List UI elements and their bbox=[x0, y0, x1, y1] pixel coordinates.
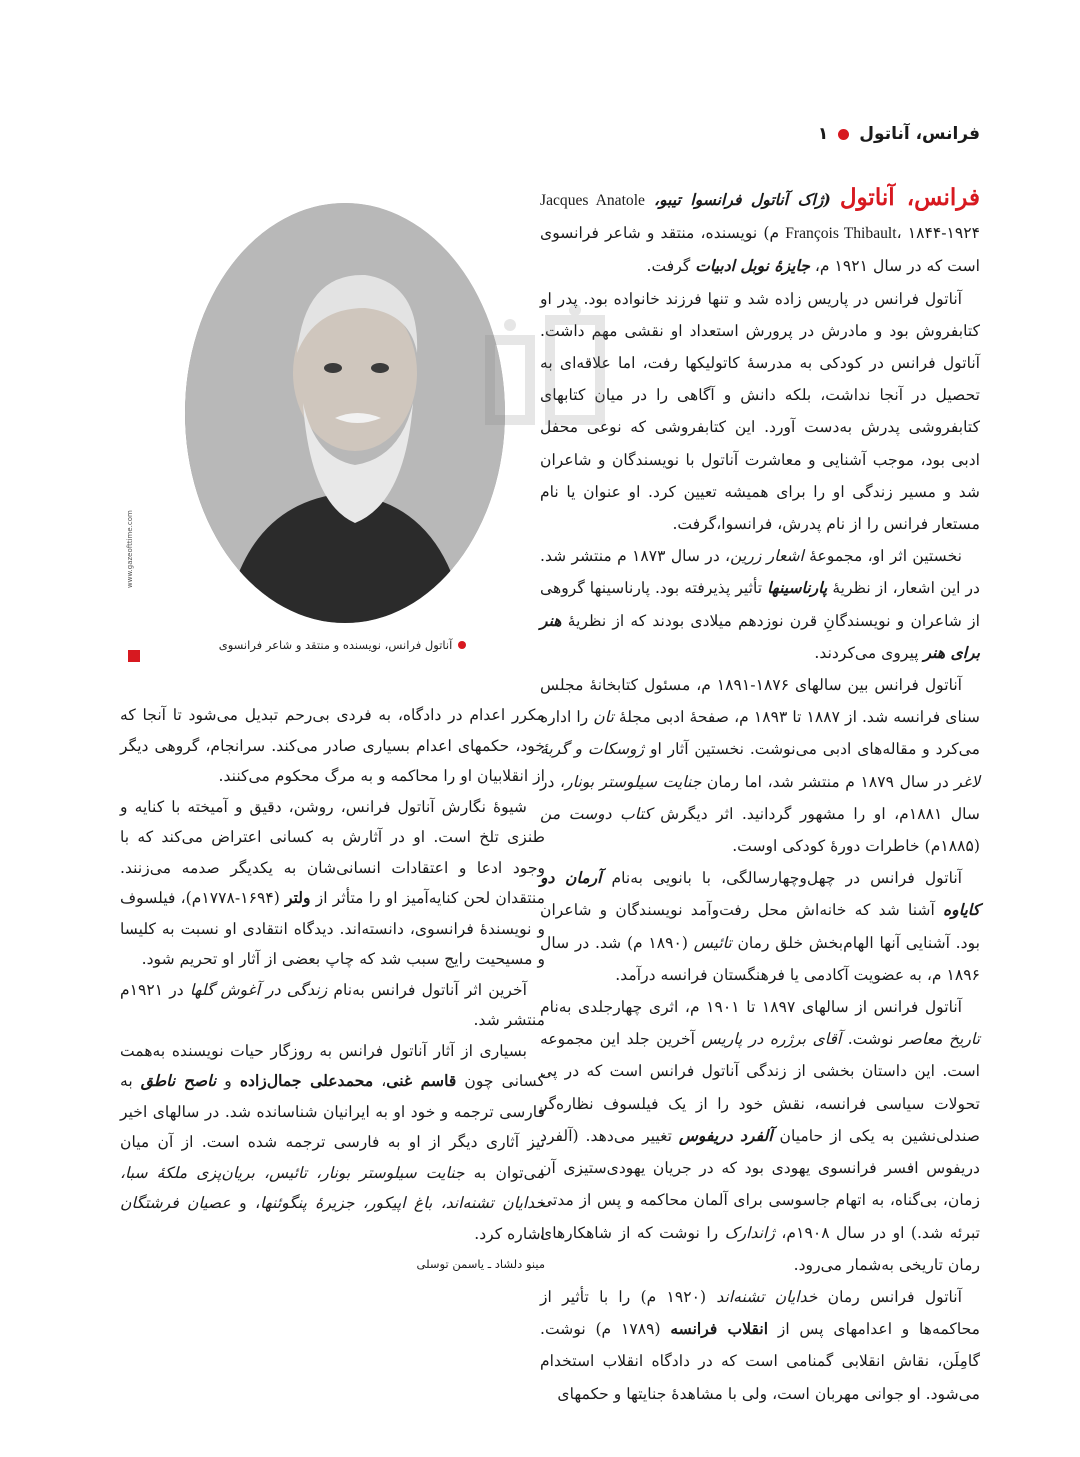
work-title: ژوسکات و گربهٔ لاغر bbox=[540, 740, 981, 791]
running-head-title: فرانس، آناتول bbox=[859, 124, 980, 144]
entry-column-left bbox=[120, 700, 545, 1280]
text-span: (۱۹۲۰ م) را با تأثیر از محاکمه‌ها و اعدامهای پس از bbox=[540, 1287, 980, 1339]
work-title: ژاندارک bbox=[724, 1223, 775, 1242]
paragraph-first-work bbox=[540, 540, 980, 669]
work-title: زندگی در آغوش گلها bbox=[189, 980, 328, 999]
text-span: آناتول فرانس از سالهای ۱۸۹۷ تا ۱۹۰۱ م، اثری چهارجلدی به‌نام bbox=[540, 998, 962, 1017]
text-span: پیروی می‌کردند. bbox=[814, 643, 919, 662]
work-title: عصیان فرشتگان bbox=[120, 1194, 231, 1212]
text-span: در ۱۹۲۱م منتشر شد. bbox=[120, 980, 545, 1029]
translated-works: جنایت سیلوستر بونار، تائیس، بریان‌پزی ملکهٔ سبا، خدایان تشنه‌اند، باغ اپیکور، جزیرهٔ پنگوئنها bbox=[120, 1163, 545, 1212]
paragraph-caillavet bbox=[540, 862, 980, 991]
latin-name-a: Jacques Anatole bbox=[540, 192, 645, 209]
running-head bbox=[818, 124, 980, 144]
work-title: خدایان تشنه‌اند bbox=[716, 1287, 818, 1306]
credit-logo-icon bbox=[128, 650, 140, 662]
translator-name: محمدعلی جمال‌زاده bbox=[239, 1071, 374, 1090]
translator-name: ناصح ناطق bbox=[140, 1071, 217, 1090]
portrait-illustration bbox=[185, 203, 505, 623]
portrait-figure bbox=[185, 203, 505, 623]
text-span: (۱۶۹۴-۱۷۷۸م)، فیلسوف و نویسندهٔ فرانسوی، دانسته‌اند. دیدگاه انتقادی او نسبت به کلیسا و مسیحیت رایج سبب شد که چاپ بعضی از آثار او تحریم شود. bbox=[120, 889, 545, 968]
term-art-for-art: هنر برای هنر bbox=[540, 610, 980, 662]
person-name: آلفرد دریفوس bbox=[678, 1125, 773, 1145]
text-span: ، و bbox=[239, 1194, 261, 1212]
entry-lead bbox=[540, 182, 980, 283]
text-span: و bbox=[224, 1072, 232, 1090]
paragraph-style bbox=[120, 792, 545, 975]
lead-end: گرفت. bbox=[646, 257, 691, 276]
text-span: نخستین اثر او، مجموعهٔ bbox=[809, 547, 962, 566]
person-name: آرمان دو کایاوه bbox=[540, 868, 980, 920]
work-title: تاریخ معاصر bbox=[900, 1030, 981, 1049]
entry-headword: فرانس، آناتول bbox=[839, 184, 980, 211]
page-number: ۱ bbox=[817, 124, 829, 144]
caption-dot-icon bbox=[458, 641, 466, 649]
text-span: شیوهٔ نگارش آناتول فرانس، روشن، دقیق و آمیخته با کنایه و طنزی تلخ است. او در آثارش به کسانی اعتراض می‌کند که با وجود ادعا و اعتقادات انسانی‌شان به یکدیگر صدمه می‌زنند. منتقدان لحن کنایه‌آمیز او را متأثر از bbox=[120, 797, 545, 907]
paragraph-gods-thirst bbox=[540, 1281, 980, 1410]
work-title: جنایت سیلوستر بونار bbox=[565, 772, 702, 791]
entry-column-right bbox=[540, 182, 980, 1410]
paragraph-last-work bbox=[120, 975, 545, 1036]
text-span: اشاره کرد. bbox=[474, 1224, 545, 1243]
photo-credit: www.gazeofttime.com bbox=[126, 510, 134, 588]
term-revolution: انقلاب فرانسه bbox=[670, 1319, 769, 1339]
latin-name-b: François Thibault bbox=[785, 225, 897, 243]
paragraph-gamelin: مکرر اعدام در دادگاه، به فردی بی‌رحم تبدیل می‌شود تا آنجا که خود، حکمهای اعدام بسیاری صادر می‌کند. سرانجام، گروهی دیگر از انقلابیان او را محاکمه و به مرگ محکوم می‌کنند. bbox=[120, 706, 545, 785]
paragraph-career bbox=[540, 669, 980, 862]
person-name: ولتر bbox=[284, 888, 311, 907]
text-span: آخرین اثر آناتول فرانس به‌نام bbox=[333, 980, 527, 999]
text-span: آناتول فرانس رمان bbox=[827, 1287, 962, 1306]
text-span: به فارسی ترجمه و خود او به ایرانیان شناسانده شد. در سالهای اخیر نیز آثاری دیگر از او به فارسی ترجمه شده است. از آن میان می‌توان به bbox=[120, 1072, 545, 1182]
paragraph-childhood: آناتول فرانس در پاریس زاده شد و تنها فرزند خانواده بود. پدر او کتابفروش بود و مادرش در پرورش استعداد او نقشی مهم داشت. آناتول فرانس در کودکی به مدرسهٔ کاتولیکها رفت، اما علاقه‌ای به تحصیل در آنجا نداشت، بلکه دانش و آگاهی را در میان کتابهای کتابفروشی پدرش به‌دست آورد. این کتابفروشی که نوعی محفل ادبی بود، موجب آشنایی و معاشرت آناتول با نویسندگان و شاعران شد و مسیر زندگی او را برای همیشه تعیین کرد. او عنوان یا نام مستعار فرانس را از نام پدرش، فرانسوا،گرفت. bbox=[540, 289, 980, 534]
translator-name: قاسم غنی bbox=[386, 1071, 457, 1090]
authors-credit: مینو دلشاد ـ یاسمن توسلی bbox=[416, 1257, 545, 1271]
portrait-photo bbox=[185, 203, 505, 623]
text-span: ، در سال ۱۸۸۱م، او را مشهور گردانید. اثر دیگرش bbox=[540, 772, 980, 823]
nobel-prize: جایزهٔ نوبل ادبیات bbox=[695, 256, 810, 276]
text-span: آناتول فرانس بین سالهای ۱۸۷۶-۱۸۹۱ م، مسئول کتابخانهٔ مجلس سنای فرانسه شد. از ۱۸۸۷ تا ۱۸۹۳ م، صفحهٔ ادبی مجلهٔ bbox=[540, 676, 980, 727]
work-title: آقای برژره در پاریس bbox=[701, 1030, 842, 1049]
caption-text: آناتول فرانس، نویسنده و منتقد و شاعر فرانسوی bbox=[218, 638, 453, 652]
text-span: را نوشت که از شاهکارهای رمان تاریخی به‌شمار می‌رود. bbox=[540, 1223, 980, 1274]
text-span: بسیاری از آثار آناتول فرانس به روزگار حیات نویسنده به‌همت کسانی چون bbox=[120, 1041, 546, 1090]
work-title: تائیس bbox=[693, 933, 732, 952]
text-span: در سال ۱۸۷۹ م منتشر شد، اما رمان bbox=[706, 772, 949, 791]
text-span: (۱۷۸۹ م) نوشت. گامِلَن، نقاش انقلابی گمنامی است که در دادگاه انقلاب استخدام می‌شود. او جوانی مهربان است، ولی با مشاهدهٔ جنایتها و حکمهای bbox=[540, 1320, 980, 1403]
work-title: تان bbox=[593, 708, 614, 727]
work-title: اشعار زرین bbox=[730, 547, 804, 566]
paragraph-translations bbox=[120, 1036, 545, 1250]
paragraph-contemporary-history bbox=[540, 991, 980, 1281]
text-span: آناتول فرانس در چهل‌وچهارسالگی، با بانویی به‌نام bbox=[611, 869, 962, 888]
full-name: (ژاک آناتول فرانسوا تیبو، bbox=[654, 190, 831, 209]
text-span: ، در سال ۱۸۷۳ م منتشر شد. در این اشعار، از نظریهٔ bbox=[540, 547, 980, 598]
text-span: نوشت. bbox=[847, 1030, 894, 1049]
work-title: کتاب دوست من bbox=[540, 804, 652, 823]
text-span: (۱۸۹۰ م) شد. در سال ۱۸۹۶ م، به عضویت آکادمی یا فرهنگستان فرانسه درآمد. bbox=[540, 933, 980, 984]
text-span: تغییر می‌دهد. (آلفرد دریفوس افسر فرانسوی یهودی بود که در جریان یهودی‌ستیزی آن زمان، بی‌گناه، به اتهام جاسوسی برای آلمان محاکمه و پس از مدتی تبرئه شد.) او در سال ۱۹۰۸م، bbox=[540, 1126, 980, 1242]
lead-text: ، ۱۸۴۴-۱۹۲۴ م) نویسنده، منتقد و شاعر فرانسوی است که در سال ۱۹۲۱ م، bbox=[540, 224, 981, 276]
text-span: (۱۸۸۵م) خاطرات دورهٔ کودکی اوست. bbox=[732, 837, 980, 856]
text-span: را اداره می‌کرد و مقاله‌های ادبی می‌نوشت. نخستین آثار او bbox=[540, 708, 980, 759]
text-span: آخرین جلد این مجموعه است. این داستان بخشی از زندگی آناتول فرانس است که در پی تحولات سیاسی فرانسه، نقش خود را از یک فیلسوف نظاره‌گر صندلی‌نشین به یکی از حامیان bbox=[540, 1030, 981, 1145]
term-parnassian: پارناسینها bbox=[767, 578, 828, 598]
text-span: تأثیر پذیرفته بود. پارناسینها گروهی از شاعران و نویسندگانِ قرن نوزدهم میلادی بودند که از نظریهٔ bbox=[540, 579, 980, 630]
text-span: آشنا شد که خانه‌اش محل رفت‌وآمد نویسندگان و شاعران بود. آشنایی آنها الهام‌بخش خلق رمان bbox=[540, 901, 980, 952]
figure-caption bbox=[175, 638, 510, 652]
text-span: ، bbox=[381, 1072, 387, 1090]
bullet-dot-icon bbox=[838, 129, 849, 140]
